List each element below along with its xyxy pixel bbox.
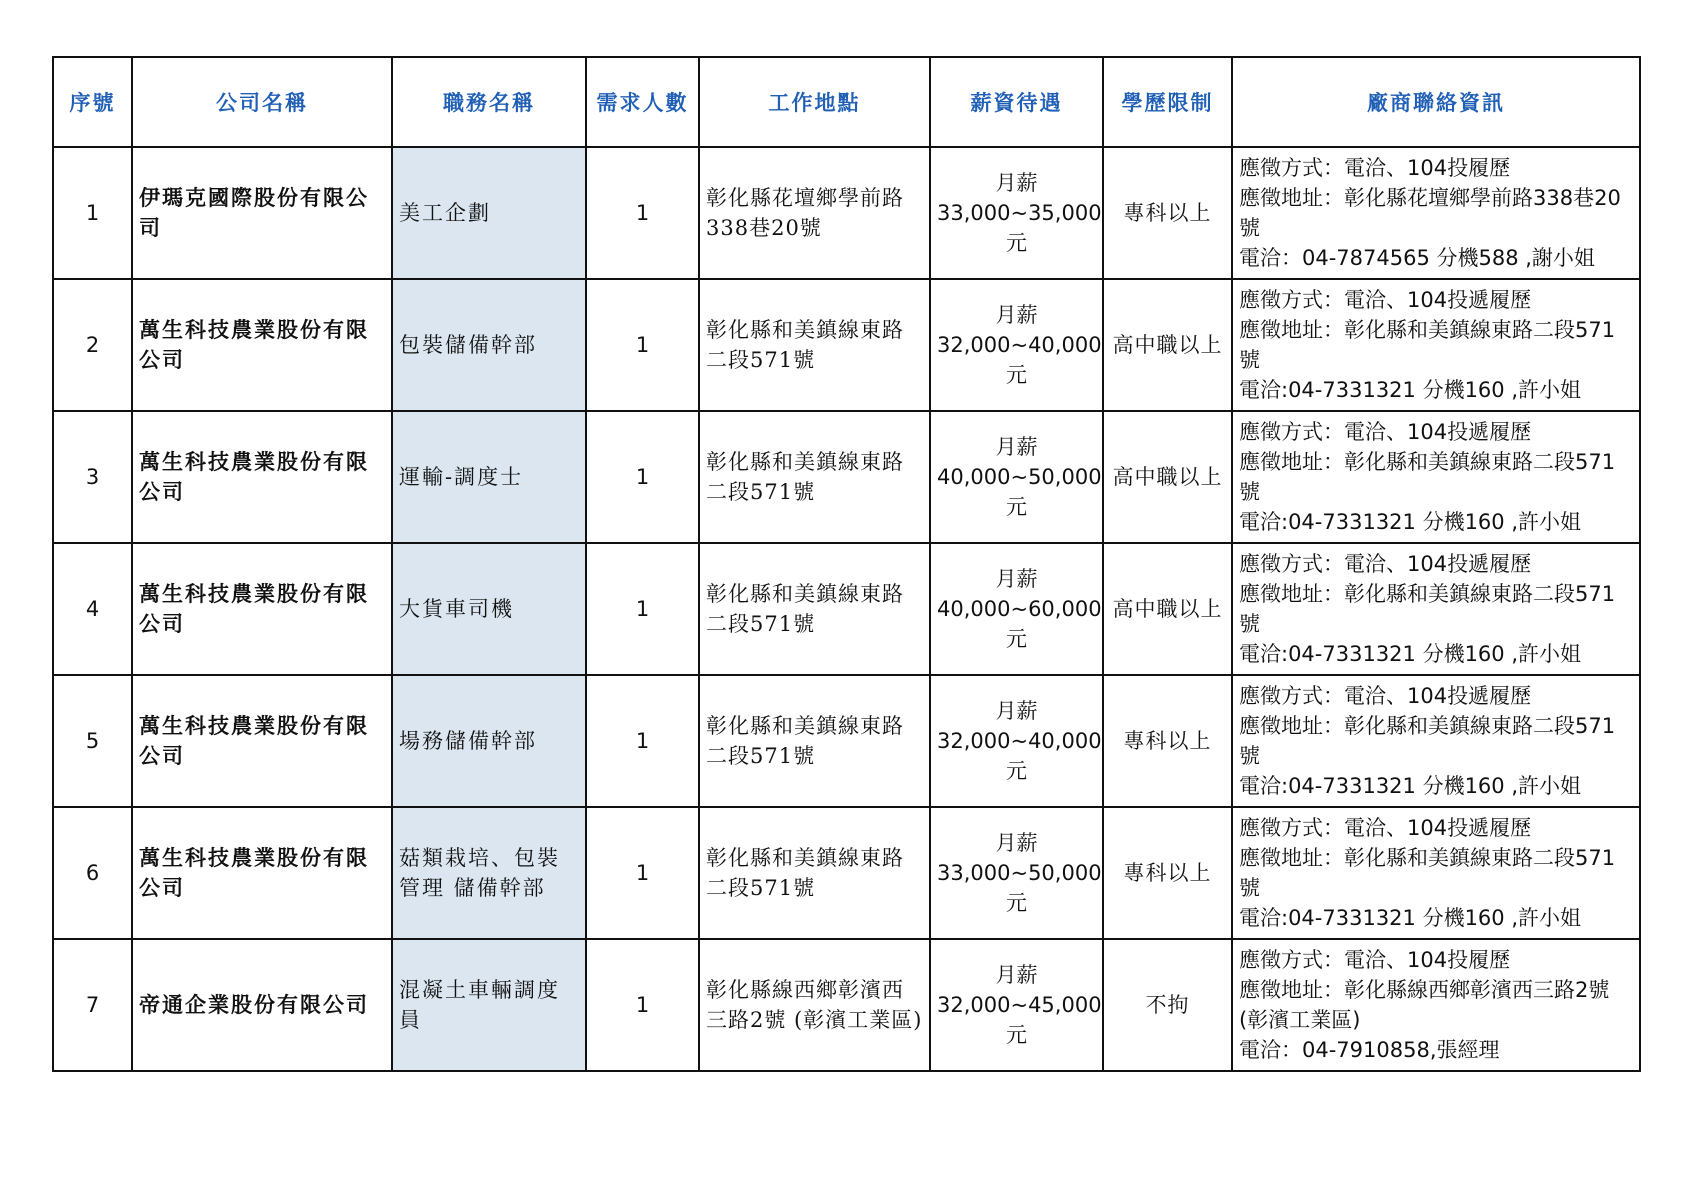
salary-label: 月薪: [995, 699, 1038, 723]
company-name: 萬生科技農業股份有限公司: [132, 807, 392, 939]
work-location: 彰化縣和美鎮線東路二段571號: [699, 411, 930, 543]
salary-unit: 元: [1006, 363, 1027, 387]
table-row: [53, 147, 1640, 279]
header-education: 學歷限制: [1103, 57, 1232, 147]
apply-address: 應徵地址：彰化縣和美鎮線東路二段571號: [1239, 318, 1616, 372]
salary-label: 月薪: [995, 435, 1038, 459]
serial-number: 1: [53, 147, 132, 279]
contact-info: [1232, 411, 1640, 543]
company-name: 萬生科技農業股份有限公司: [132, 279, 392, 411]
headcount: 1: [586, 939, 699, 1071]
salary: [930, 939, 1103, 1071]
company-name: 萬生科技農業股份有限公司: [132, 411, 392, 543]
header-work-location: 工作地點: [699, 57, 930, 147]
headcount: 1: [586, 411, 699, 543]
work-location: 彰化縣線西鄉彰濱西三路2號 (彰濱工業區): [699, 939, 930, 1071]
salary-range: 40,000~60,000: [937, 597, 1102, 621]
job-title: 場務儲備幹部: [392, 675, 586, 807]
job-title: 運輸-調度士: [392, 411, 586, 543]
company-name: 帝通企業股份有限公司: [132, 939, 392, 1071]
salary-unit: 元: [1006, 1023, 1027, 1047]
salary-unit: 元: [1006, 231, 1027, 255]
apply-method: 應徵方式：電洽、104投遞履歷: [1239, 420, 1532, 444]
job-title: 包裝儲備幹部: [392, 279, 586, 411]
table-row: [53, 807, 1640, 939]
salary: [930, 279, 1103, 411]
salary-range: 40,000~50,000: [937, 465, 1102, 489]
salary-unit: 元: [1006, 759, 1027, 783]
headcount: 1: [586, 543, 699, 675]
education-requirement: 專科以上: [1103, 675, 1232, 807]
headcount: 1: [586, 147, 699, 279]
contact-phone: 電洽:04-7331321 分機160 ,許小姐: [1239, 642, 1582, 666]
headcount: 1: [586, 675, 699, 807]
work-location: 彰化縣和美鎮線東路二段571號: [699, 543, 930, 675]
job-title: 混凝土車輛調度員: [392, 939, 586, 1071]
contact-phone: 電洽:04-7331321 分機160 ,許小姐: [1239, 510, 1582, 534]
salary-range: 32,000~40,000: [937, 333, 1102, 357]
contact-phone: 電洽:04-7331321 分機160 ,許小姐: [1239, 906, 1582, 930]
contact-phone: 電洽：04-7910858,張經理: [1239, 1038, 1500, 1062]
education-requirement: 高中職以上: [1103, 411, 1232, 543]
table-row: [53, 543, 1640, 675]
education-requirement: 高中職以上: [1103, 279, 1232, 411]
salary: [930, 411, 1103, 543]
table-row: [53, 279, 1640, 411]
apply-address: 應徵地址：彰化縣和美鎮線東路二段571號: [1239, 846, 1616, 900]
work-location: 彰化縣和美鎮線東路二段571號: [699, 675, 930, 807]
work-location: 彰化縣花壇鄉學前路338巷20號: [699, 147, 930, 279]
apply-address: 應徵地址：彰化縣花壇鄉學前路338巷20號: [1239, 186, 1621, 240]
education-requirement: 專科以上: [1103, 807, 1232, 939]
work-location: 彰化縣和美鎮線東路二段571號: [699, 807, 930, 939]
salary-unit: 元: [1006, 627, 1027, 651]
apply-address: 應徵地址：彰化縣和美鎮線東路二段571號: [1239, 450, 1616, 504]
education-requirement: 高中職以上: [1103, 543, 1232, 675]
education-requirement: 專科以上: [1103, 147, 1232, 279]
salary: [930, 807, 1103, 939]
header-company-name: 公司名稱: [132, 57, 392, 147]
serial-number: 4: [53, 543, 132, 675]
company-name: 萬生科技農業股份有限公司: [132, 543, 392, 675]
serial-number: 3: [53, 411, 132, 543]
header-row: [53, 57, 1640, 147]
header-contact-info: 廠商聯絡資訊: [1232, 57, 1640, 147]
education-requirement: 不拘: [1103, 939, 1232, 1071]
job-listing-table: [52, 56, 1641, 1072]
salary: [930, 543, 1103, 675]
table-row: [53, 411, 1640, 543]
header-salary: 薪資待遇: [930, 57, 1103, 147]
table-body: [53, 147, 1640, 1071]
salary-unit: 元: [1006, 495, 1027, 519]
headcount: 1: [586, 807, 699, 939]
apply-address: 應徵地址：彰化縣線西鄉彰濱西三路2號 (彰濱工業區): [1239, 978, 1610, 1032]
apply-method: 應徵方式：電洽、104投履歷: [1239, 156, 1511, 180]
salary-label: 月薪: [995, 303, 1038, 327]
table-row: [53, 939, 1640, 1071]
serial-number: 7: [53, 939, 132, 1071]
contact-info: [1232, 807, 1640, 939]
contact-phone: 電洽:04-7331321 分機160 ,許小姐: [1239, 378, 1582, 402]
company-name: 萬生科技農業股份有限公司: [132, 675, 392, 807]
apply-address: 應徵地址：彰化縣和美鎮線東路二段571號: [1239, 582, 1616, 636]
apply-method: 應徵方式：電洽、104投遞履歷: [1239, 288, 1532, 312]
table-row: [53, 675, 1640, 807]
job-title: 美工企劃: [392, 147, 586, 279]
salary-range: 32,000~40,000: [937, 729, 1102, 753]
salary: [930, 675, 1103, 807]
contact-info: [1232, 543, 1640, 675]
apply-method: 應徵方式：電洽、104投遞履歷: [1239, 552, 1532, 576]
table-header: [53, 57, 1640, 147]
serial-number: 5: [53, 675, 132, 807]
salary-unit: 元: [1006, 891, 1027, 915]
salary-label: 月薪: [995, 171, 1038, 195]
salary-label: 月薪: [995, 963, 1038, 987]
contact-phone: 電洽：04-7874565 分機588 ,謝小姐: [1239, 246, 1595, 270]
contact-info: [1232, 147, 1640, 279]
salary-label: 月薪: [995, 831, 1038, 855]
contact-info: [1232, 939, 1640, 1071]
salary-label: 月薪: [995, 567, 1038, 591]
serial-number: 2: [53, 279, 132, 411]
serial-number: 6: [53, 807, 132, 939]
company-name: 伊瑪克國際股份有限公司: [132, 147, 392, 279]
salary-range: 33,000~35,000: [937, 201, 1102, 225]
contact-phone: 電洽:04-7331321 分機160 ,許小姐: [1239, 774, 1582, 798]
header-serial-number: 序號: [53, 57, 132, 147]
header-job-title: 職務名稱: [392, 57, 586, 147]
header-headcount: 需求人數: [586, 57, 699, 147]
salary: [930, 147, 1103, 279]
apply-method: 應徵方式：電洽、104投履歷: [1239, 948, 1511, 972]
apply-address: 應徵地址：彰化縣和美鎮線東路二段571號: [1239, 714, 1616, 768]
apply-method: 應徵方式：電洽、104投遞履歷: [1239, 816, 1532, 840]
contact-info: [1232, 675, 1640, 807]
headcount: 1: [586, 279, 699, 411]
job-title: 大貨車司機: [392, 543, 586, 675]
apply-method: 應徵方式：電洽、104投遞履歷: [1239, 684, 1532, 708]
salary-range: 32,000~45,000: [937, 993, 1102, 1017]
salary-range: 33,000~50,000: [937, 861, 1102, 885]
work-location: 彰化縣和美鎮線東路二段571號: [699, 279, 930, 411]
job-title: 菇類栽培、包裝管理 儲備幹部: [392, 807, 586, 939]
contact-info: [1232, 279, 1640, 411]
